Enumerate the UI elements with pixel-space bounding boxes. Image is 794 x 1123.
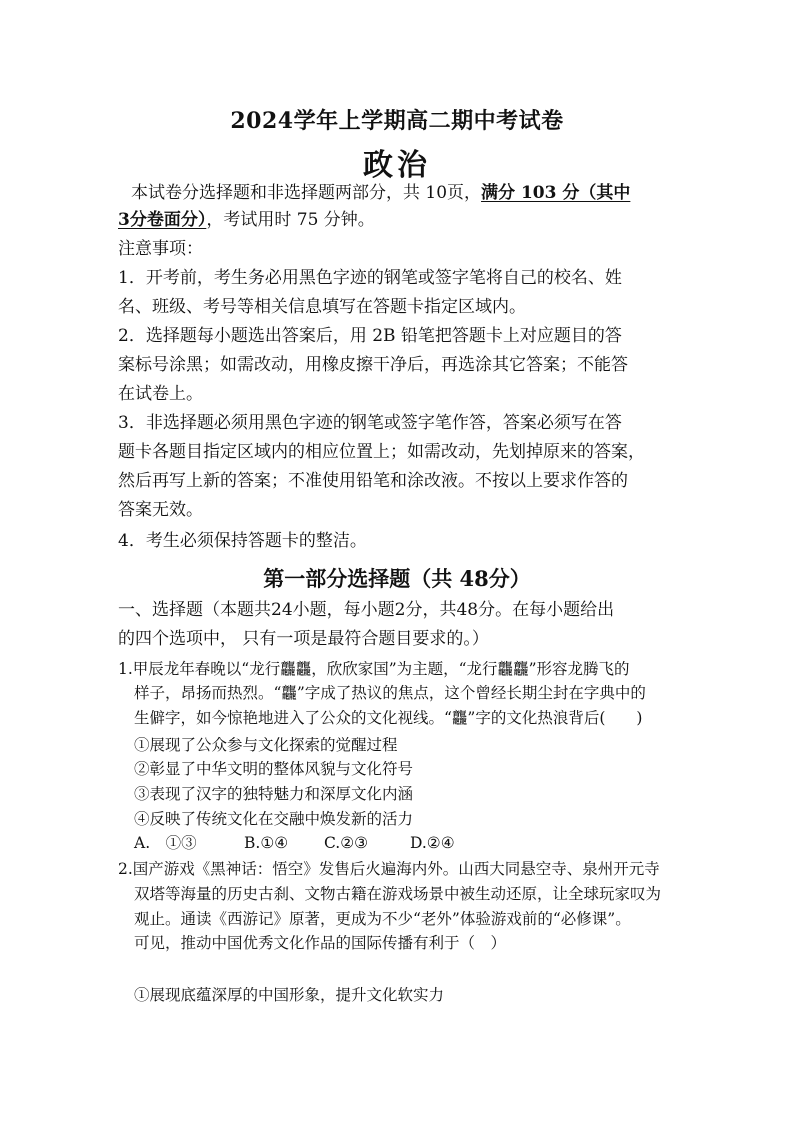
handwriting-score-text: 3分卷面分）: [118, 210, 207, 230]
note-line: 然后再写上新的答案；不准使用铅笔和涂改液。不按以上要求作答的: [118, 471, 628, 491]
notes-heading: 注意事项：: [118, 239, 203, 259]
note-line: 4．考生必须保持答题卡的整洁。: [118, 531, 367, 551]
question-1-choices: [134, 831, 455, 855]
note-line: 答案无效。: [118, 500, 203, 520]
choice-b: B.①④: [244, 834, 289, 852]
note-line: 在试卷上。: [118, 384, 203, 404]
intro-line-2: [118, 207, 678, 233]
question-1-line: 1.甲辰龙年春晚以“龙行龘龘，欣欣家国”为主题，“龙行龘龘”形容龙腾飞的: [118, 660, 630, 678]
question-2-option: ①展现底蕴深厚的中国形象，提升文化软实力: [134, 986, 445, 1004]
note-line: 题卡各题目指定区域内的相应位置上；如需改动，先划掉原来的答案，: [118, 442, 645, 462]
subject-title: 政治: [363, 148, 431, 183]
choice-d: D.②④: [410, 834, 455, 852]
note-line: 3．非选择题必须用黑色字迹的钢笔或签字笔作答，答案必须写在答: [118, 413, 622, 433]
full-score-text: 满分 103 分（其中: [481, 183, 631, 203]
note-line: 1．开考前，考生务必用黑色字迹的钢笔或签字笔将自己的校名、姓: [118, 268, 622, 288]
choice-a: A. ①③: [134, 834, 197, 852]
intro-line-1: [131, 180, 691, 206]
choice-c: C.②③: [324, 834, 369, 852]
section-instructions: 的四个选项中， 只有一项是最符合题目要求的。）: [118, 629, 489, 649]
note-line: 名、班级、考号等相关信息填写在答题卡指定区域内。: [118, 297, 526, 317]
time-text: ，考试用时 75 分钟。: [206, 210, 375, 230]
section-instructions: 一、选择题（本题共24小题，每小题2分，共48分。在每小题给出: [118, 600, 615, 620]
question-1-line: 样子，昂扬而热烈。“龘”字成了热议的焦点，这个曾经长期尘封在字典中的: [134, 684, 646, 702]
note-line: 2．选择题每小题选出答案后，用 2B 铅笔把答题卡上对应题目的答: [118, 326, 622, 346]
note-line: 案标号涂黑；如需改动，用橡皮擦干净后，再选涂其它答案；不能答: [118, 355, 628, 375]
question-2-line: 可见，推动中国优秀文化作品的国际传播有利于（ ）: [134, 934, 507, 952]
question-1-line: 生僻字，如今惊艳地进入了公众的文化视线。“龘”字的文化热浪背后( ): [134, 709, 643, 727]
section-title: 第一部分选择题（共 48分）: [263, 566, 531, 591]
question-1-option: ④反映了传统文化在交融中焕发新的活力: [134, 810, 414, 828]
question-1-option: ②彰显了中华文明的整体风貌与文化符号: [134, 760, 414, 778]
question-2-line: 2.国产游戏《黑神话：悟空》发售后火遍海内外。山西大同悬空寺、泉州开元寺: [118, 860, 660, 878]
question-2-line: 双塔等海量的历史古刹、文物古籍在游戏场景中被生动还原，让全球玩家叹为: [134, 885, 662, 903]
question-1-option: ③表现了汉字的独特魅力和深厚文化内涵: [134, 785, 414, 803]
exam-title: 2024学年上学期高二期中考试卷: [230, 108, 564, 134]
intro-text: 本试卷分选择题和非选择题两部分，共 10页，: [131, 183, 482, 203]
question-1-option: ①展现了公众参与文化探索的觉醒过程: [134, 736, 398, 754]
question-2-line: 观止。通读《西游记》原著，更成为不少“老外”体验游戏前的“必修课”。: [134, 910, 631, 928]
